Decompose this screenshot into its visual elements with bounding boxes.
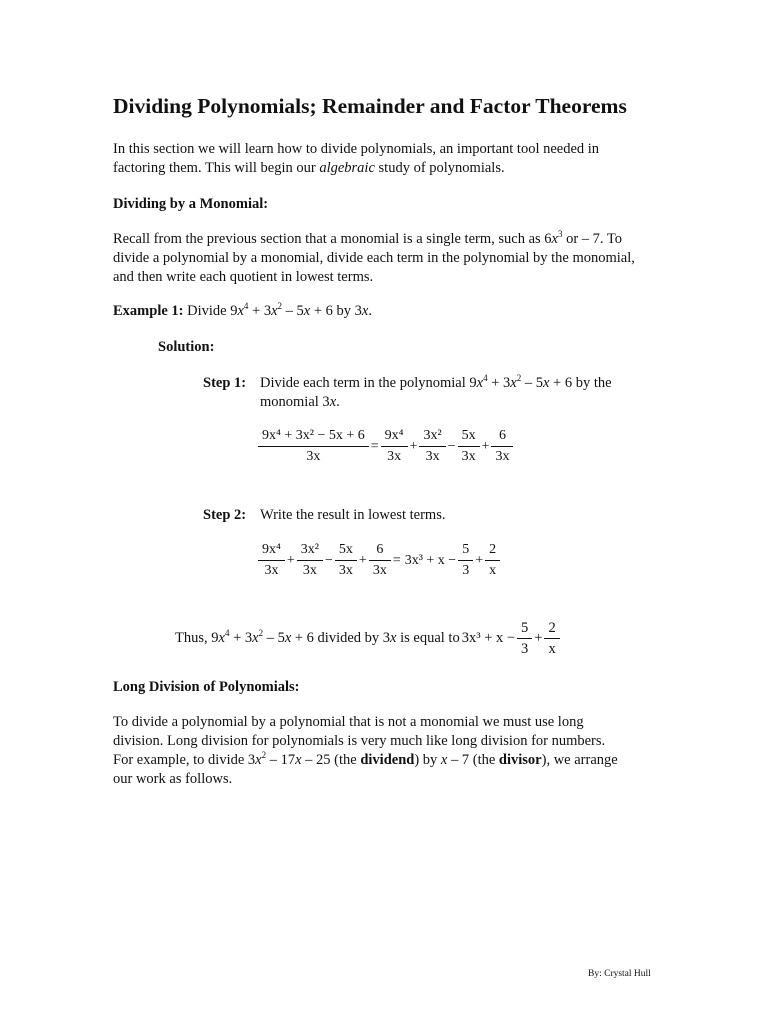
equation-step-2: $\frac{\text{9x⁴}}{3x}$ + $\frac{\text{3x²}}{3x}$ − $\frac{5x}{3x}$ + $\frac{6}{3x}$ = 3x³ + x − $\frac{5}{3}$ + $\frac{2}{x}$ <box>258 542 500 579</box>
page-title: Dividing Polynomials; Remainder and Factor Theorems <box>113 94 627 118</box>
monomial-line-3: and then write each quotient in lowest terms. <box>113 269 374 285</box>
fraction-term-2: $\frac{\text{3x²}}{3x}$ <box>299 542 321 579</box>
example-1: Example 1: Divide $9x^4 + 3x^2 - 5x + 6$ by 3x. <box>113 301 372 319</box>
fraction-term-4: $\frac{6}{3x}$ <box>371 542 389 579</box>
fraction-two-over-x: $\frac{2}{x}$ <box>546 620 557 657</box>
thus-statement: Thus, $9x^4 + 3x^2 - 5x + 6$ divided by 3x is equal to 3x³ + x − $\frac{5}{3}$ + $\frac{2}{x}$ <box>175 620 560 657</box>
long-division-line-2: division. Long division for polynomials is very much like long division for numbers. <box>113 733 606 749</box>
step-2-text: Write the result in lowest terms. <box>260 507 446 523</box>
fraction-lhs: $\frac{\text{9x⁴ + 3x² − 5x + 6}}{3x}$ <box>260 428 367 465</box>
fraction-term-1: $\frac{\text{9x⁴}}{3x}$ <box>260 542 283 579</box>
intro-paragraph <box>113 140 633 178</box>
author-footer: By: Crystal Hull <box>588 969 651 979</box>
intro-line-2: factoring them. This will begin our algebraic study of polynomials. <box>113 160 505 176</box>
solution-label: Solution: <box>158 339 215 355</box>
section-heading-monomial: Dividing by a Monomial: <box>113 196 269 212</box>
thus-result: 3x³ + x − <box>461 630 516 646</box>
fraction-two-over-x: $\frac{2}{x}$ <box>487 542 498 579</box>
section-heading-long-division: Long Division of Polynomials: <box>113 679 300 695</box>
long-division-line-1: To divide a polynomial by a polynomial that is not a monomial we must use long <box>113 714 584 730</box>
result-expression: 3x³ + x − <box>404 553 457 568</box>
step-1-label: Step 1: <box>203 375 247 391</box>
fraction-term-2: $\frac{\text{3x²}}{3x}$ <box>421 428 443 465</box>
dividend-term: dividend <box>360 752 415 768</box>
fraction-five-thirds: $\frac{5}{3}$ <box>460 542 471 579</box>
monomial-paragraph <box>113 230 633 287</box>
monomial-line-2: divide a polynomial by a monomial, divide each term in the polynomial by the monomial, <box>113 250 635 266</box>
fraction-term-3: $\frac{5x}{3x}$ <box>337 542 355 579</box>
long-division-line-3: For example, to divide $3x^2 - 17x - 25$ (the dividend) by x – 7 (the divisor), we arrange <box>113 750 618 768</box>
example-1-label: Example 1: <box>113 303 184 319</box>
algebraic-emphasis: algebraic <box>319 160 375 176</box>
step-2-label: Step 2: <box>203 507 247 523</box>
intro-line-1: In this section we will learn how to divide polynomials, an important tool needed in <box>113 141 600 157</box>
fraction-term-1: $\frac{\text{9x⁴}}{3x}$ <box>383 428 406 465</box>
fraction-term-3: $\frac{5x}{3x}$ <box>460 428 478 465</box>
step-1-text: Divide each term in the polynomial $9x^4 + 3x^2 - 5x + 6$ by the monomial 3x. <box>260 373 612 410</box>
thus-text: Thus, $9x^4 + 3x^2 - 5x + 6$ divided by 3x is equal to <box>175 628 460 646</box>
fraction-term-4: $\frac{6}{3x}$ <box>493 428 511 465</box>
monomial-line-1: Recall from the previous section that a monomial is a single term, such as $6x^3$ or – 7. To <box>113 229 623 247</box>
fraction-five-thirds: $\frac{5}{3}$ <box>519 620 530 657</box>
long-division-line-4: our work as follows. <box>113 771 233 787</box>
equation-step-1: $\frac{\text{9x⁴ + 3x² − 5x + 6}}{3x}$ = $\frac{\text{9x⁴}}{3x}$ + $\frac{\text{3x²}}{3x}$ − $\frac{5x}{3x}$ + $\frac{6}{3x}$ <box>258 428 513 465</box>
long-division-paragraph <box>113 713 633 789</box>
divisor-term: divisor <box>498 752 542 768</box>
